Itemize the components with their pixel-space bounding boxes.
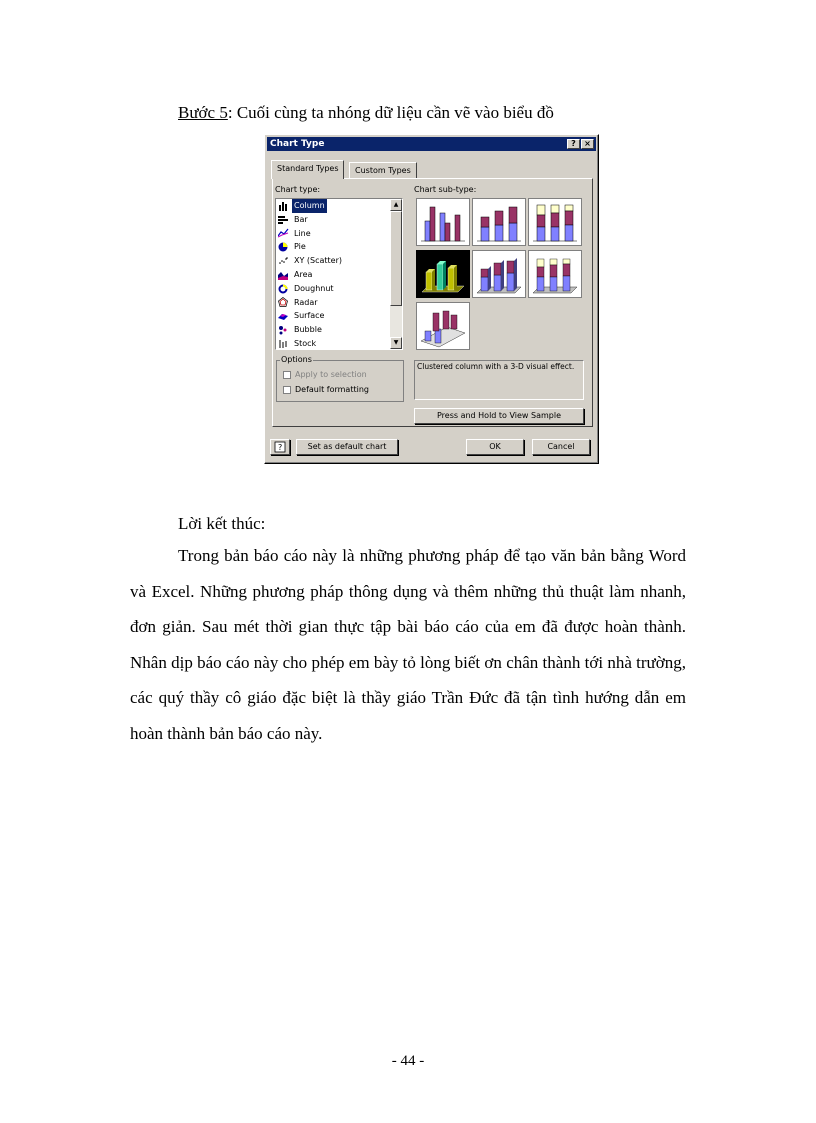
- list-item[interactable]: [276, 227, 402, 241]
- list-item[interactable]: [276, 268, 402, 282]
- scatter-chart-icon: [278, 256, 289, 266]
- doughnut-chart-icon: [278, 284, 289, 294]
- list-item[interactable]: [276, 213, 402, 227]
- chart-type-label: Chart type:: [275, 185, 321, 194]
- stock-chart-icon: [278, 339, 289, 349]
- default-formatting-checkbox[interactable]: [283, 386, 291, 394]
- chart-type-list[interactable]: [275, 198, 403, 350]
- scroll-thumb[interactable]: [390, 211, 402, 306]
- chart-subtype-grid: [414, 197, 584, 353]
- subtype-3d-clustered-column[interactable]: [416, 250, 470, 298]
- apply-selection-label: Apply to selection: [295, 370, 367, 379]
- options-label: Options: [281, 355, 312, 364]
- closing-paragraph: Trong bản báo cáo này là những phương pháp để tạo văn bản bằng Word và Excel. Những phương pháp thông dụng và thêm những thủ thuật làm nhanh, đơn giản. Sau mét thời gian thực tập bài báo cáo của em đã được hoàn thành. Nhân dịp báo cáo này cho phép em bày tỏ lòng biết ơn chân thành tới nhà trường, các quý thầy cô giáo đặc biệt là thầy giáo Trần Đức đã tận tình hướng dẫn em hoàn thành bản báo cáo này.: [130, 546, 686, 743]
- line-chart-icon: [278, 228, 289, 238]
- list-item-label: Stock: [294, 338, 317, 348]
- subtype-stacked-column[interactable]: [472, 198, 526, 246]
- ok-button[interactable]: OK: [466, 439, 524, 455]
- scroll-up-icon[interactable]: ▲: [390, 199, 402, 211]
- svg-text:?: ?: [278, 443, 283, 452]
- dialog-titlebar: [267, 137, 596, 151]
- subtype-description: Clustered column with a 3-D visual effect.: [414, 360, 584, 400]
- close-button[interactable]: ×: [581, 139, 594, 149]
- column-chart-icon: [278, 201, 289, 211]
- subtype-3d-column[interactable]: [416, 302, 470, 350]
- chart-subtype-label: Chart sub-type:: [414, 185, 477, 194]
- default-formatting-row[interactable]: [283, 385, 369, 394]
- scroll-down-icon[interactable]: ▼: [390, 337, 402, 349]
- options-group: [276, 355, 404, 402]
- clustered-column-icon: [417, 199, 469, 245]
- list-item-label: Line: [294, 228, 311, 238]
- list-item-label: Doughnut: [294, 283, 334, 293]
- list-item-label: XY (Scatter): [294, 256, 343, 266]
- list-item-label: Bubble: [294, 325, 322, 335]
- subtype-100-stacked-column[interactable]: [528, 198, 582, 246]
- default-formatting-label: Default formatting: [295, 385, 369, 394]
- 3d-stacked-column-icon: [473, 251, 525, 297]
- list-item[interactable]: [276, 282, 402, 296]
- subtype-clustered-column[interactable]: [416, 198, 470, 246]
- step-text: : Cuối cùng ta nhóng dữ liệu cần vẽ vào biểu đồ: [227, 103, 554, 122]
- cancel-button[interactable]: Cancel: [532, 439, 590, 455]
- pie-chart-icon: [278, 242, 289, 252]
- step-label: Bước 5: [178, 103, 228, 122]
- list-item-label: Bar: [294, 214, 308, 224]
- list-item-label: Column: [292, 199, 327, 213]
- step-caption: [178, 103, 554, 123]
- percent-stacked-column-icon: [529, 199, 581, 245]
- list-item-label: Pie: [294, 242, 306, 252]
- list-item[interactable]: [276, 337, 402, 351]
- subtype-3d-stacked-column[interactable]: [472, 250, 526, 298]
- list-item[interactable]: [276, 309, 402, 323]
- help-button[interactable]: ?: [567, 139, 580, 149]
- list-item[interactable]: [276, 296, 402, 310]
- closing-heading: Lời kết thúc:: [178, 514, 266, 533]
- tab-custom-types[interactable]: Custom Types: [349, 162, 417, 178]
- list-scrollbar[interactable]: [390, 199, 402, 349]
- list-item[interactable]: [276, 323, 402, 337]
- list-item-label: Area: [294, 269, 313, 279]
- list-item[interactable]: [276, 199, 402, 213]
- page-number: - 44 -: [391, 1053, 425, 1069]
- list-item-label: Radar: [294, 297, 318, 307]
- 3d-clustered-column-icon: [418, 252, 468, 296]
- office-assistant-icon[interactable]: [270, 439, 290, 455]
- tab-standard-types[interactable]: Standard Types: [271, 160, 344, 179]
- list-item-label: Surface: [294, 311, 325, 321]
- 3d-column-icon: [417, 303, 469, 349]
- radar-chart-icon: [278, 297, 289, 307]
- bar-chart-icon: [278, 215, 289, 225]
- set-default-chart-button[interactable]: Set as default chart: [296, 439, 398, 455]
- apply-selection-checkbox: [283, 371, 291, 379]
- apply-selection-row: [283, 370, 367, 379]
- dialog-title: Chart Type: [270, 139, 325, 149]
- press-hold-sample-button[interactable]: Press and Hold to View Sample: [414, 408, 584, 424]
- list-item[interactable]: [276, 240, 402, 254]
- surface-chart-icon: [278, 311, 289, 321]
- stacked-column-icon: [473, 199, 525, 245]
- list-item[interactable]: [276, 254, 402, 268]
- area-chart-icon: [278, 270, 289, 280]
- bubble-chart-icon: [278, 325, 289, 335]
- subtype-3d-100-stacked-column[interactable]: [528, 250, 582, 298]
- 3d-percent-stacked-column-icon: [529, 251, 581, 297]
